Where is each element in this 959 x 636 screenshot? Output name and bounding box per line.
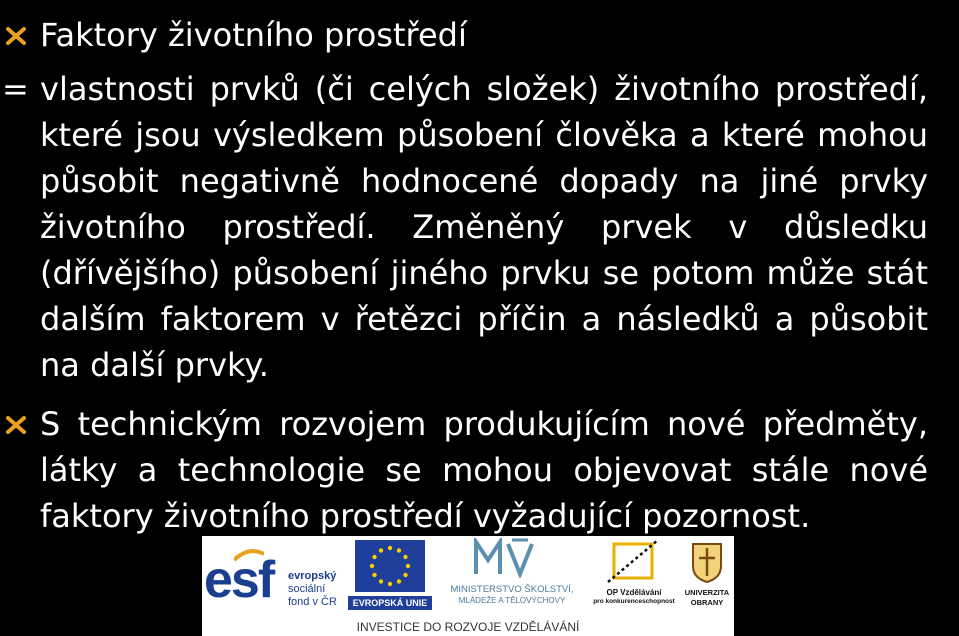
msmt-caption-line: MLÁDEŽE A TĚLOVÝCHOVY — [458, 596, 566, 605]
op-caption-line: OP Vzdělávání — [606, 588, 662, 597]
bullet-text-line: látky a technologie se mohou objevovat stále nové — [40, 451, 928, 489]
definition-line: životního prostředí. Změněný prvek v důsledku — [40, 208, 928, 246]
definition-line: působit negativně hodnocené dopady na jiné prvky — [40, 162, 928, 200]
eu-caption: EVROPSKÁ UNIE — [348, 596, 432, 610]
definition-line: které jsou výsledkem působení člověka a které mohou — [40, 116, 928, 154]
definition-line: vlastnosti prvků (či celých složek) životního prostředí, — [40, 70, 928, 108]
bullet-text-line: S technickým rozvojem produkujícím nové předměty, — [40, 405, 928, 443]
esf-caption-line: fond v ČR — [288, 596, 337, 608]
op-caption-line: pro konkurenceschopnost — [593, 598, 675, 605]
logo-strip — [202, 536, 734, 636]
univerzita-obrany-logo — [682, 540, 732, 614]
op-vzdelavani-logo — [594, 538, 674, 614]
definition-line: (dřívějšího) působení jiného prvku se potom může stát — [40, 254, 928, 292]
eu-logo — [348, 540, 432, 612]
msmt-caption-line: MINISTERSTVO ŠKOLSTVÍ, — [450, 584, 574, 595]
msmt-logo — [438, 538, 588, 614]
univ-caption-line: OBRANY — [690, 598, 724, 607]
esf-letters: esf — [204, 551, 274, 609]
logo-strip-footer: INVESTICE DO ROZVOJE VZDĚLÁVÁNÍ — [356, 620, 580, 634]
op-square-icon — [606, 538, 662, 584]
equals-sign: = — [2, 70, 29, 108]
univ-caption-line: UNIVERZITA — [684, 588, 730, 597]
esf-caption-line: evropský — [288, 570, 337, 582]
bullet-text-line: faktory životního prostředí vyžadující pozornost. — [40, 497, 811, 535]
university-emblem-icon — [689, 540, 725, 584]
esf-caption-line: sociální — [288, 583, 326, 595]
x-mark-icon — [4, 24, 28, 48]
esf-logo — [204, 548, 344, 612]
eu-flag-icon — [355, 540, 425, 592]
x-mark-icon — [4, 413, 28, 437]
slide-heading: Faktory životního prostředí — [40, 16, 467, 54]
msmt-monogram-icon — [472, 538, 542, 578]
definition-line: dalším faktorem v řetězci příčin a následků a působit — [40, 300, 928, 338]
definition-line: na další prvky. — [40, 346, 269, 384]
